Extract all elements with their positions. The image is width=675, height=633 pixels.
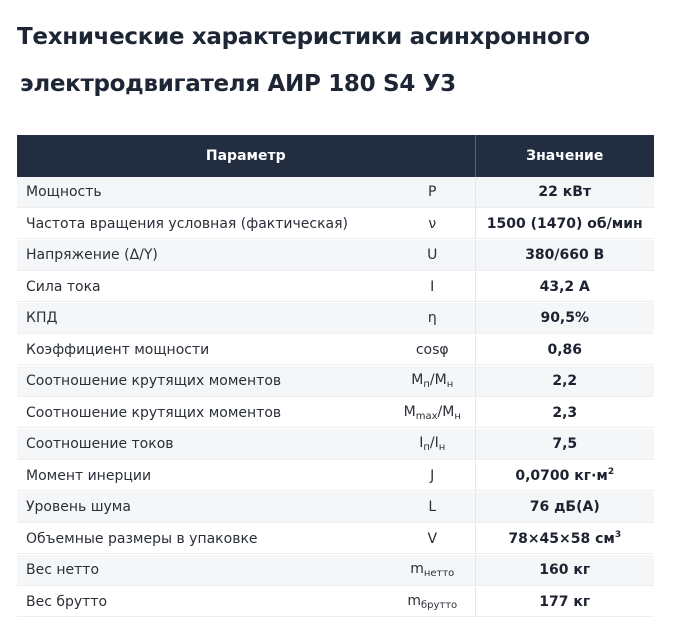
parameter-name-cell: Объемные размеры в упаковке xyxy=(17,523,390,555)
value-text: 2,2 xyxy=(552,373,578,390)
parameter-name-cell: Мощность xyxy=(17,177,390,208)
parameter-value-cell xyxy=(475,334,654,366)
parameter-value-cell xyxy=(475,208,654,240)
table-header xyxy=(17,135,654,177)
symbol-text: P xyxy=(428,184,437,201)
parameter-symbol-cell xyxy=(390,366,475,398)
value-text: 0,86 xyxy=(547,341,583,358)
parameter-name-cell: КПД xyxy=(17,303,390,335)
value-text: 177 кг xyxy=(539,593,591,610)
column-header-parameter: Параметр xyxy=(17,135,475,177)
parameter-symbol-cell xyxy=(390,240,475,272)
parameter-value-cell xyxy=(475,177,654,208)
parameter-value-cell xyxy=(475,240,654,272)
symbol-text: η xyxy=(427,310,437,327)
parameter-value-cell xyxy=(475,586,654,618)
parameter-value-cell xyxy=(475,429,654,461)
parameter-name-cell: Сила тока xyxy=(17,271,390,303)
symbol-text-b: /M xyxy=(429,372,447,389)
parameter-name-cell: Вес брутто xyxy=(17,586,390,618)
parameter-value-cell xyxy=(475,492,654,524)
table-row xyxy=(17,397,654,429)
table-row xyxy=(17,208,654,240)
parameter-symbol-cell xyxy=(390,586,475,618)
parameter-symbol-cell xyxy=(390,555,475,587)
parameter-name-cell: Момент инерции xyxy=(17,460,390,492)
table-row xyxy=(17,366,654,398)
parameter-symbol-cell xyxy=(390,303,475,335)
symbol-text: m xyxy=(407,592,421,609)
table-row xyxy=(17,555,654,587)
symbol-text: ν xyxy=(428,215,437,232)
specifications-table xyxy=(17,135,654,618)
symbol-subscript: п xyxy=(423,442,430,454)
parameter-value-cell xyxy=(475,303,654,335)
parameter-symbol-cell xyxy=(390,429,475,461)
symbol-subscript: max xyxy=(415,410,438,422)
table-header-row xyxy=(17,135,654,177)
parameter-name-cell: Вес нетто xyxy=(17,555,390,587)
parameter-name-cell: Соотношение крутящих моментов xyxy=(17,397,390,429)
table-row xyxy=(17,177,654,208)
parameter-name-cell: Соотношение крутящих моментов xyxy=(17,366,390,398)
value-text: 43,2 А xyxy=(539,278,590,295)
table-body xyxy=(17,177,654,618)
symbol-text: M xyxy=(403,403,416,420)
parameter-symbol-cell xyxy=(390,177,475,208)
symbol-text: I xyxy=(419,435,424,452)
parameter-symbol-cell xyxy=(390,523,475,555)
parameter-symbol-cell xyxy=(390,492,475,524)
symbol-subscript-b: н xyxy=(454,410,461,422)
parameter-symbol-cell xyxy=(390,460,475,492)
symbol-subscript: нетто xyxy=(423,568,455,580)
symbol-text: L xyxy=(428,499,437,516)
table-row xyxy=(17,586,654,618)
parameter-name-cell: Уровень шума xyxy=(17,492,390,524)
table-row xyxy=(17,460,654,492)
value-text: 76 дБ(А) xyxy=(529,499,600,516)
table-row xyxy=(17,271,654,303)
parameter-symbol-cell xyxy=(390,334,475,366)
table-row xyxy=(17,303,654,335)
value-text: 78×45×58 см xyxy=(508,531,615,548)
parameter-value-cell xyxy=(475,271,654,303)
symbol-text: m xyxy=(410,561,424,578)
page-title xyxy=(17,14,667,108)
symbol-text: I xyxy=(430,278,435,295)
value-text: 160 кг xyxy=(539,562,591,579)
symbol-text-b: /I xyxy=(429,435,439,452)
value-superscript: 3 xyxy=(614,530,622,541)
value-text: 2,3 xyxy=(552,404,578,421)
symbol-subscript-b: н xyxy=(438,442,446,454)
value-text: 7,5 xyxy=(552,436,578,453)
parameter-name-cell: Соотношение токов xyxy=(17,429,390,461)
symbol-subscript-b: н xyxy=(446,379,454,391)
parameter-symbol-cell xyxy=(390,208,475,240)
symbol-text: V xyxy=(427,530,438,547)
parameter-symbol-cell xyxy=(390,271,475,303)
table-row xyxy=(17,523,654,555)
column-header-value: Значение xyxy=(475,135,654,177)
table-row xyxy=(17,492,654,524)
parameter-name-cell: Коэффициент мощности xyxy=(17,334,390,366)
page-title-line-1: Технические характеристики асинхронного xyxy=(17,24,590,50)
symbol-subscript: п xyxy=(423,379,430,391)
value-superscript: 2 xyxy=(607,467,615,478)
parameter-value-cell xyxy=(475,366,654,398)
value-text: 22 кВт xyxy=(538,184,592,201)
parameter-value-cell xyxy=(475,555,654,587)
parameter-name-cell: Напряжение (Δ/Y) xyxy=(17,240,390,272)
value-text: 380/660 В xyxy=(525,247,605,264)
value-text: 1500 (1470) об/мин xyxy=(486,215,643,232)
parameter-value-cell xyxy=(475,523,654,555)
table-row xyxy=(17,334,654,366)
symbol-text: cosφ xyxy=(415,341,449,358)
value-text: 0,0700 кг·м xyxy=(515,468,608,485)
symbol-text: J xyxy=(430,467,435,484)
page-title-line-2: электродвигателя АИР 180 S4 У3 xyxy=(20,71,456,97)
parameter-name-cell: Частота вращения условная (фактическая) xyxy=(17,208,390,240)
value-text: 90,5% xyxy=(540,310,590,327)
symbol-subscript: брутто xyxy=(420,599,458,611)
parameter-value-cell xyxy=(475,460,654,492)
symbol-text: M xyxy=(411,372,424,389)
parameter-symbol-cell xyxy=(390,397,475,429)
symbol-text: U xyxy=(427,247,438,264)
table-row xyxy=(17,240,654,272)
table-row xyxy=(17,429,654,461)
symbol-text-b: /M xyxy=(437,403,455,420)
parameter-value-cell xyxy=(475,397,654,429)
